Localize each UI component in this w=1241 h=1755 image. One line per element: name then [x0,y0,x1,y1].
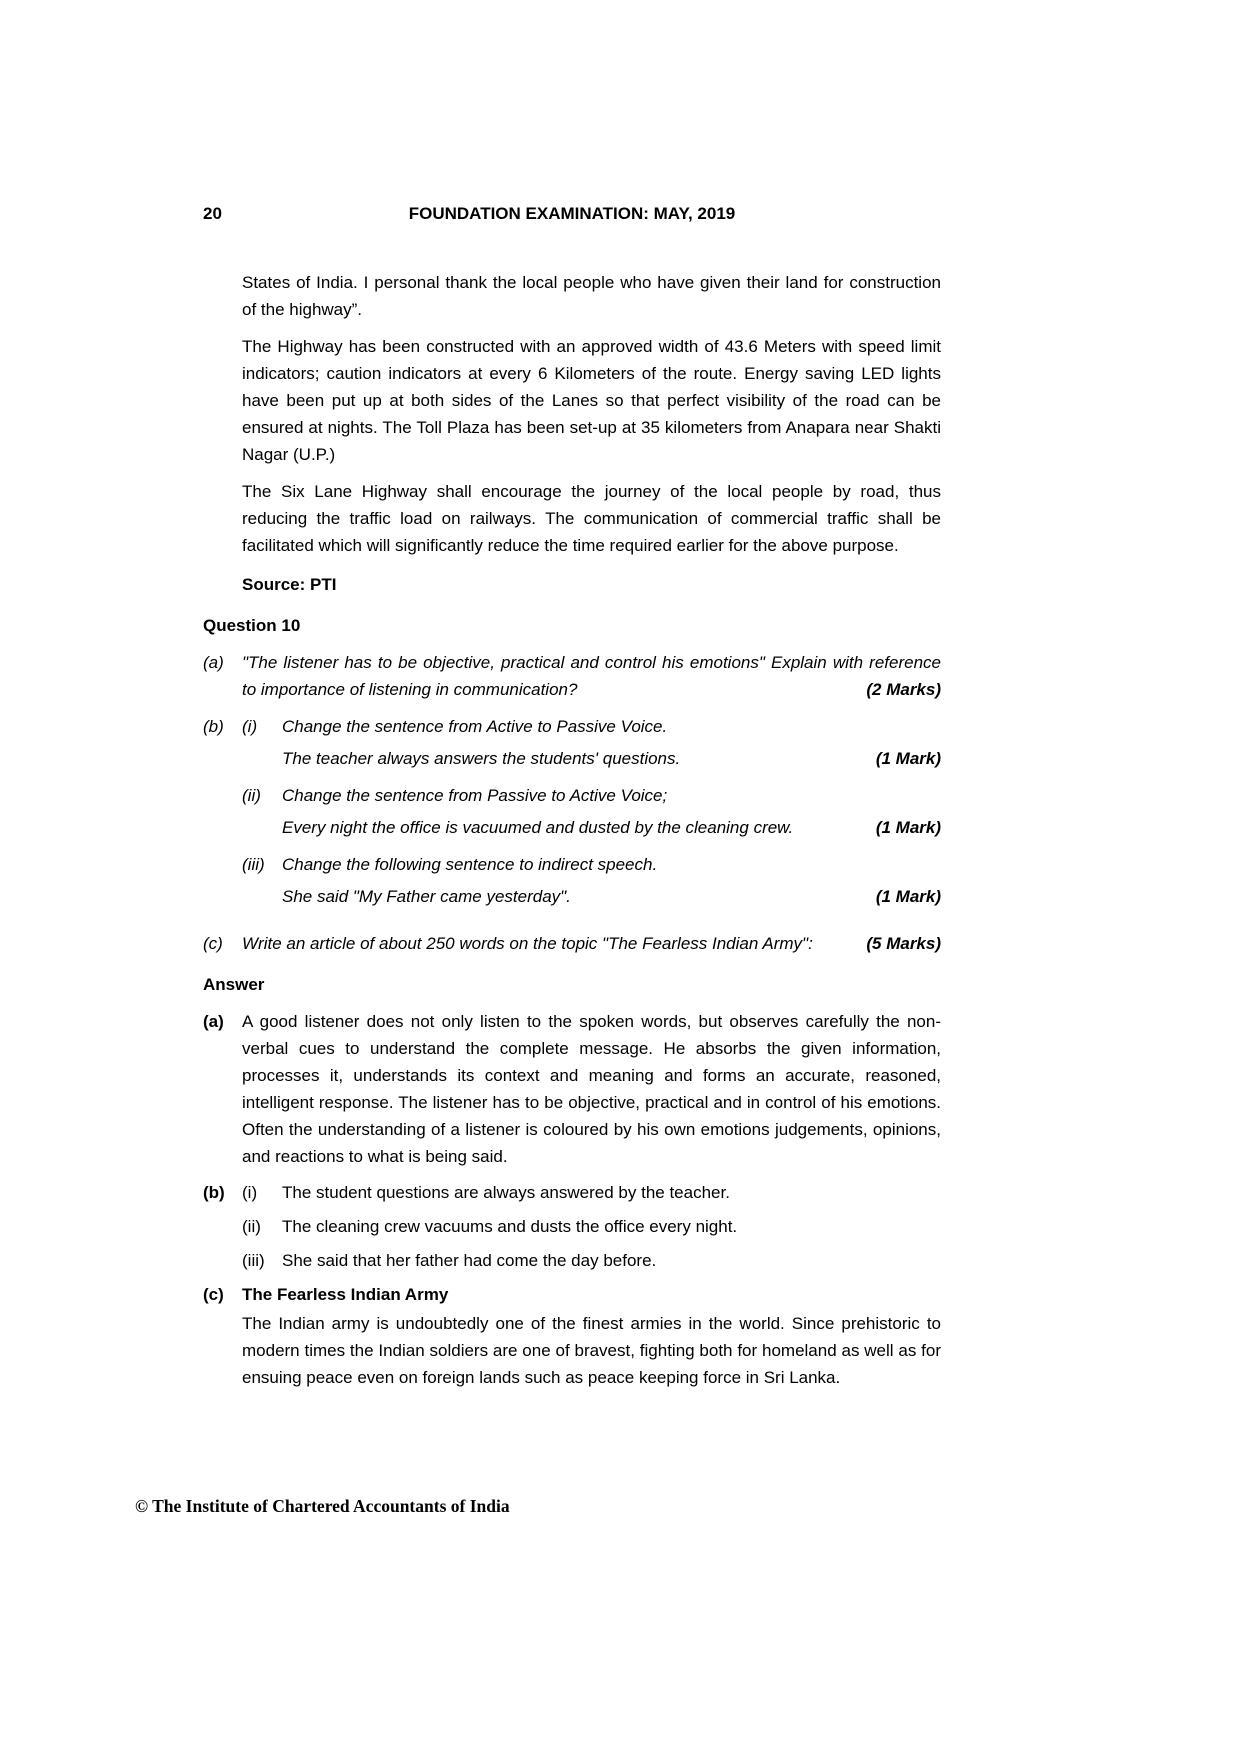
answer-title: Answer [203,975,265,994]
intro-paragraph-2: The Highway has been constructed with an approved width of 43.6 Meters with speed limit indicators; caution indicators at every 6 Kilometers of the route. Energy saving LED lights have been put up at both sides of the Lanes so that perfect visibility of the road can be ensured at nights. The Toll Plaza has been set-up at 35 kilometers from Anapara near Shakti Nagar (U.P.) [242,337,941,464]
answer-b-2-number: (ii) [242,1217,261,1236]
page-content [203,200,941,1401]
answer-b-item-1 [242,1179,941,1206]
item-1-marks: (1 Mark) [875,749,941,768]
item-3-instruction-row [242,851,941,878]
answer-b-3-number: (iii) [242,1251,265,1270]
item-2-marks: (1 Mark) [875,818,941,837]
part-a-text: "The listener has to be objective, practical and control his emotions" Explain with reference to importance of listening in communication? [242,653,941,699]
part-b-label: (b) [203,717,224,736]
answer-b-item-3 [242,1247,941,1274]
answer-c-label: (c) [203,1285,224,1304]
answer-a-label: (a) [203,1012,224,1031]
part-b-item-3 [242,851,941,910]
item-1-sentence-line [282,745,941,772]
answer-part-c [203,1281,941,1308]
answer-part-a [203,1008,941,1170]
item-2-sentence-row [242,809,941,841]
part-b-item-1 [242,713,941,772]
answer-c-heading: The Fearless Indian Army [242,1285,449,1304]
item-1-instruction: Change the sentence from Active to Passive Voice. [282,717,668,736]
part-c-label: (c) [203,934,223,953]
answer-b-1-text: The student questions are always answered by the teacher. [282,1183,730,1202]
answer-a-text: A good listener does not only listen to the spoken words, but observes carefully the non-verbal cues to understand the complete message. He absorbs the given information, processes it, understands its context and meaning and forms an accurate, reasoned, intelligent response. The listener has to be objective, practical and in control of his emotions. Often the understanding of a listener is coloured by his own emotions judgements, opinions, and reactions to what is being said. [242,1012,941,1166]
question-title: Question 10 [203,616,301,635]
part-c-line [242,930,941,957]
answer-b-1-number: (i) [242,1183,258,1202]
part-a-body [242,649,941,703]
item-3-instruction: Change the following sentence to indirect speech. [282,855,658,874]
part-a-label: (a) [203,653,224,672]
intro-paragraph-3: The Six Lane Highway shall encourage the journey of the local people by road, thus reducing the traffic load on railways. The communication of commercial traffic shall be facilitated which will significantly reduce the time required earlier for the above purpose. [242,482,941,555]
part-b-items [242,713,941,920]
item-3-sentence: She said "My Father came yesterday". [282,887,571,906]
question-part-a [203,649,941,703]
part-b-item-2 [242,782,941,841]
item-1-number: (i) [242,717,258,736]
item-3-sentence-row [242,878,941,910]
item-3-marks: (1 Mark) [875,887,941,906]
item-3-indent [242,878,282,910]
intro-paragraph-1: States of India. I personal thank the local people who have given their land for construction of the highway”. [242,273,941,319]
page-header [203,200,941,227]
source-attribution: Source: PTI [242,575,337,594]
answer-b-items [242,1179,941,1281]
answer-c-text: The Indian army is undoubtedly one of the finest armies in the world. Since prehistoric to modern times the Indian soldiers are one of bravest, fighting both for homeland as well as for ensuing peace even on foreign lands such as peace keeping force in Sri Lanka. [242,1314,941,1387]
item-1-indent [242,740,282,772]
copyright-footer: © The Institute of Chartered Accountants of India [135,1496,510,1516]
item-3-sentence-line [282,883,941,910]
item-2-indent [242,809,282,841]
item-2-instruction: Change the sentence from Passive to Active Voice; [282,786,668,805]
answer-b-item-2 [242,1213,941,1240]
item-1-sentence: The teacher always answers the students' questions. [282,749,681,768]
item-1-instruction-row [242,713,941,740]
item-3-number: (iii) [242,855,265,874]
item-2-instruction-row [242,782,941,809]
item-1-sentence-row [242,740,941,772]
part-c-text: Write an article of about 250 words on the topic "The Fearless Indian Army": [242,934,813,953]
answer-b-2-text: The cleaning crew vacuums and dusts the office every night. [282,1217,738,1236]
document-title: FOUNDATION EXAMINATION: MAY, 2019 [408,204,736,223]
page-number: 20 [203,204,222,223]
question-part-c [203,930,941,957]
answer-b-3-text: She said that her father had come the day before. [282,1251,657,1270]
item-2-number: (ii) [242,786,261,805]
item-2-sentence: Every night the office is vacuumed and dusted by the cleaning crew. [282,818,794,837]
item-2-sentence-line [282,814,941,841]
answer-part-b [203,1179,941,1281]
part-c-marks: (5 Marks) [866,934,941,953]
question-part-b [203,713,941,920]
part-a-marks: (2 Marks) [866,680,941,699]
answer-b-label: (b) [203,1183,225,1202]
